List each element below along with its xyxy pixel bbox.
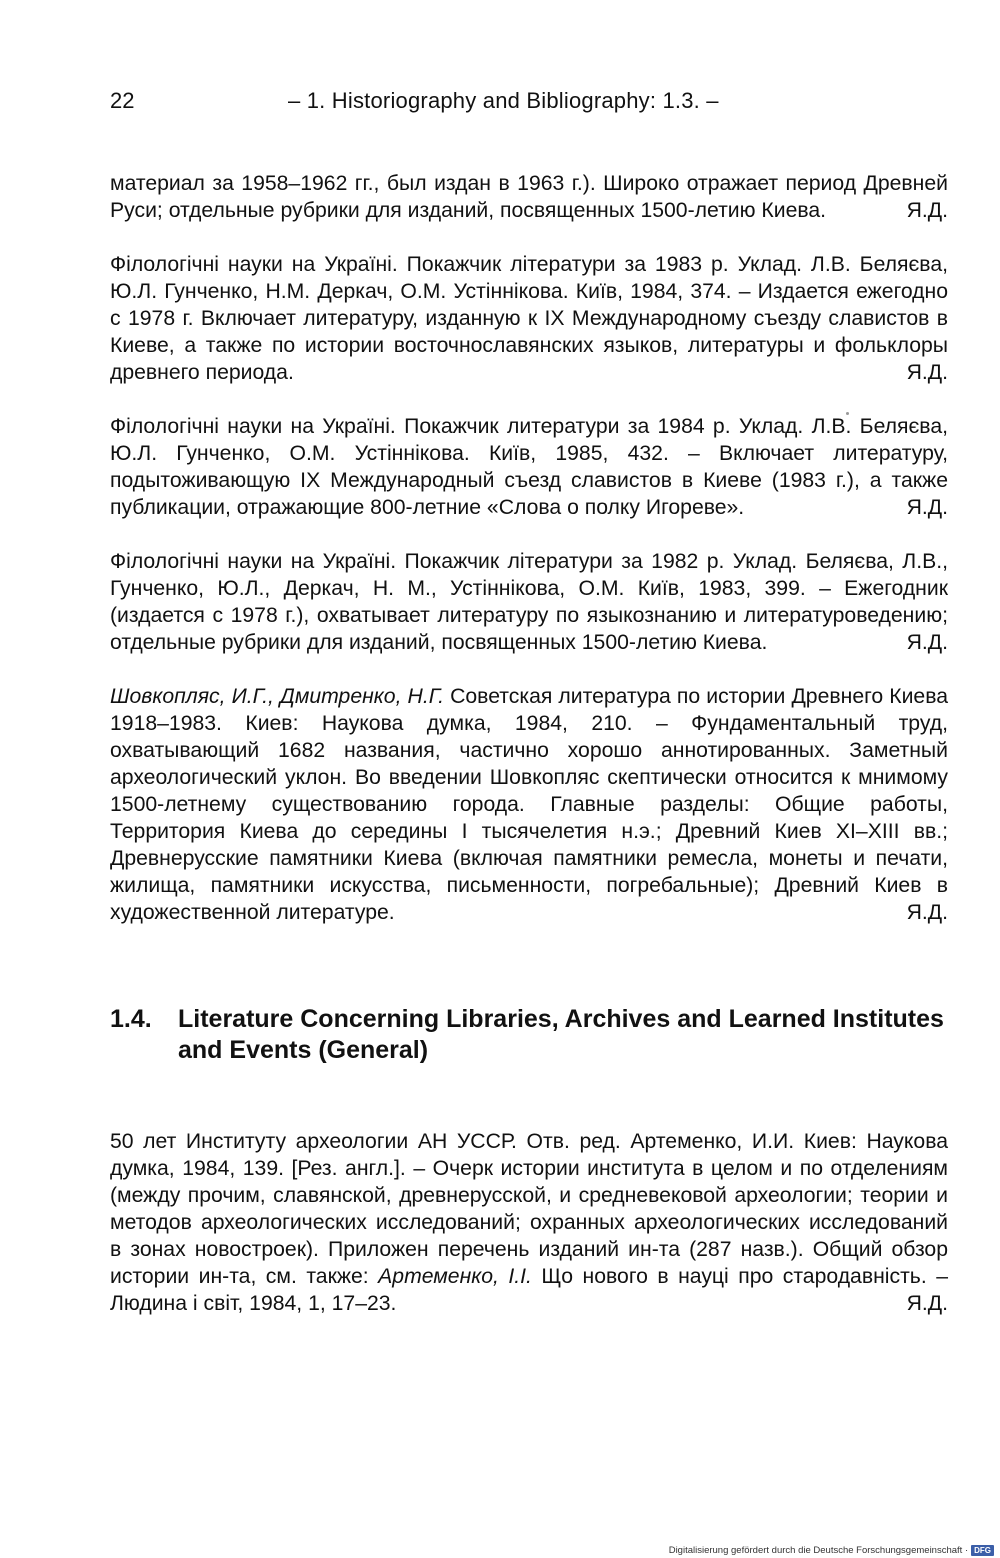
footer-credit	[669, 1545, 994, 1556]
entry-signature: Я.Д.	[906, 1292, 948, 1315]
entry-italic-author: Артеменко, І.І.	[378, 1265, 532, 1288]
entry-signature: Я.Д.	[906, 631, 948, 654]
bibliography-entry-2	[110, 251, 948, 386]
page-number: 22	[110, 88, 135, 113]
entry-text-continued: Що нового в науці про стародавність. – Людина і світ, 1984, 1, 17–23.	[110, 1265, 948, 1315]
running-title: – 1. Historiography and Bibliography: 1.3. –	[288, 88, 719, 113]
entry-signature: Я.Д.	[906, 901, 948, 924]
bibliography-entry-4	[110, 548, 948, 656]
entry-text: Філологічні науки на Україні. Покажчик літератури за 1982 р. Уклад. Беляєва, Л.В., Гунченко, Ю.Л., Деркач, Н. М., Устіннікова, О.М. Київ, 1983, 399. – Ежегодник (издается с 1978 г.), охватывает литературу по языкознанию и литературоведению; отдельные рубрики для изданий, посвященных 1500-летию Киева.	[110, 550, 948, 654]
bibliography-entry-6	[110, 1128, 948, 1317]
entry-signature: Я.Д.	[906, 199, 948, 222]
section-number: 1.4.	[110, 1005, 152, 1033]
bibliography-entry-3	[110, 413, 948, 521]
entry-signature: Я.Д.	[906, 361, 948, 384]
entry-text: Советская литература по истории Древнего Киева 1918–1983. Киев: Наукова думка, 1984, 210. – Фундаментальный труд, охватывающий 1682 названия, частично хорошо аннотированных. Заметный археологический уклон. Во введении Шовкопляс скептически относится к мнимому 1500-летнему существованию города. Главные разделы: Общие работы, Территория Киева до середины I тысячелетия н.э.; Древний Киев XI–XIII вв.; Древнерусские памятники Киева (включая памятники ремесла, монеты и печати, жилища, памятники искусства, письменности, погребальные); Древний Киев в художественной литературе.	[110, 685, 948, 924]
page-body	[110, 80, 948, 1317]
bibliography-entry-5	[110, 683, 948, 926]
running-head	[110, 80, 948, 120]
scan-speck	[846, 412, 849, 415]
entry-author: Шовкопляс, И.Г., Дмитренко, Н.Г.	[110, 685, 445, 708]
dfg-logo-icon: DFG	[971, 1545, 994, 1556]
bibliography-entry-1	[110, 170, 948, 224]
entry-text: Філологічні науки на Україні. Покажчик літератури за 1983 р. Уклад. Л.В. Беляєва, Ю.Л. Гунченко, Н.М. Деркач, О.М. Устіннікова. Київ, 1984, 374. – Издается ежегодно с 1978 г. Включает литературу, изданную к IX Международному съезду славистов в Киеве, а также по истории восточнославянских языков, литературы и фольклоры древнего периода.	[110, 253, 948, 384]
entry-text: материал за 1958–1962 гг., был издан в 1963 г.). Широко отражает период Древней Руси; отдельные рубрики для изданий, посвященных 1500-летию Киева.	[110, 172, 948, 222]
footer-text: Digitalisierung gefördert durch die Deutsche Forschungsgemeinschaft ·	[668, 1545, 969, 1556]
entry-text: 50 лет Институту археологии АН УССР. Отв. ред. Артеменко, И.И. Киев: Наукова думка, 1984, 139. [Рез. англ.]. – Очерк истории института в целом и по отделениям (между прочим, славянской, древнерусской, и средневековой археологии; теории и методов археологических исследований; охранных археологических исследований в зонах новостроек). Приложен перечень изданий ин-та (287 назв.). Общий обзор истории ин-та, см. также:	[110, 1130, 948, 1288]
entry-signature: Я.Д.	[906, 496, 948, 519]
section-title: Literature Concerning Libraries, Archives and Learned Institutes and Events (General)	[178, 1005, 944, 1064]
section-heading	[110, 1004, 948, 1066]
entry-text: Філологічні науки на Україні. Покажчик литератури за 1984 р. Уклад. Л.В. Беляєва, Ю.Л. Гунченко, О.М. Устіннікова. Київ, 1985, 432. – Включает литературу, подытоживающую IX Международный съезд славистов в Киеве (1983 г.), а также публикации, отражающие 800-летние «Слова о полку Игореве».	[110, 415, 948, 519]
